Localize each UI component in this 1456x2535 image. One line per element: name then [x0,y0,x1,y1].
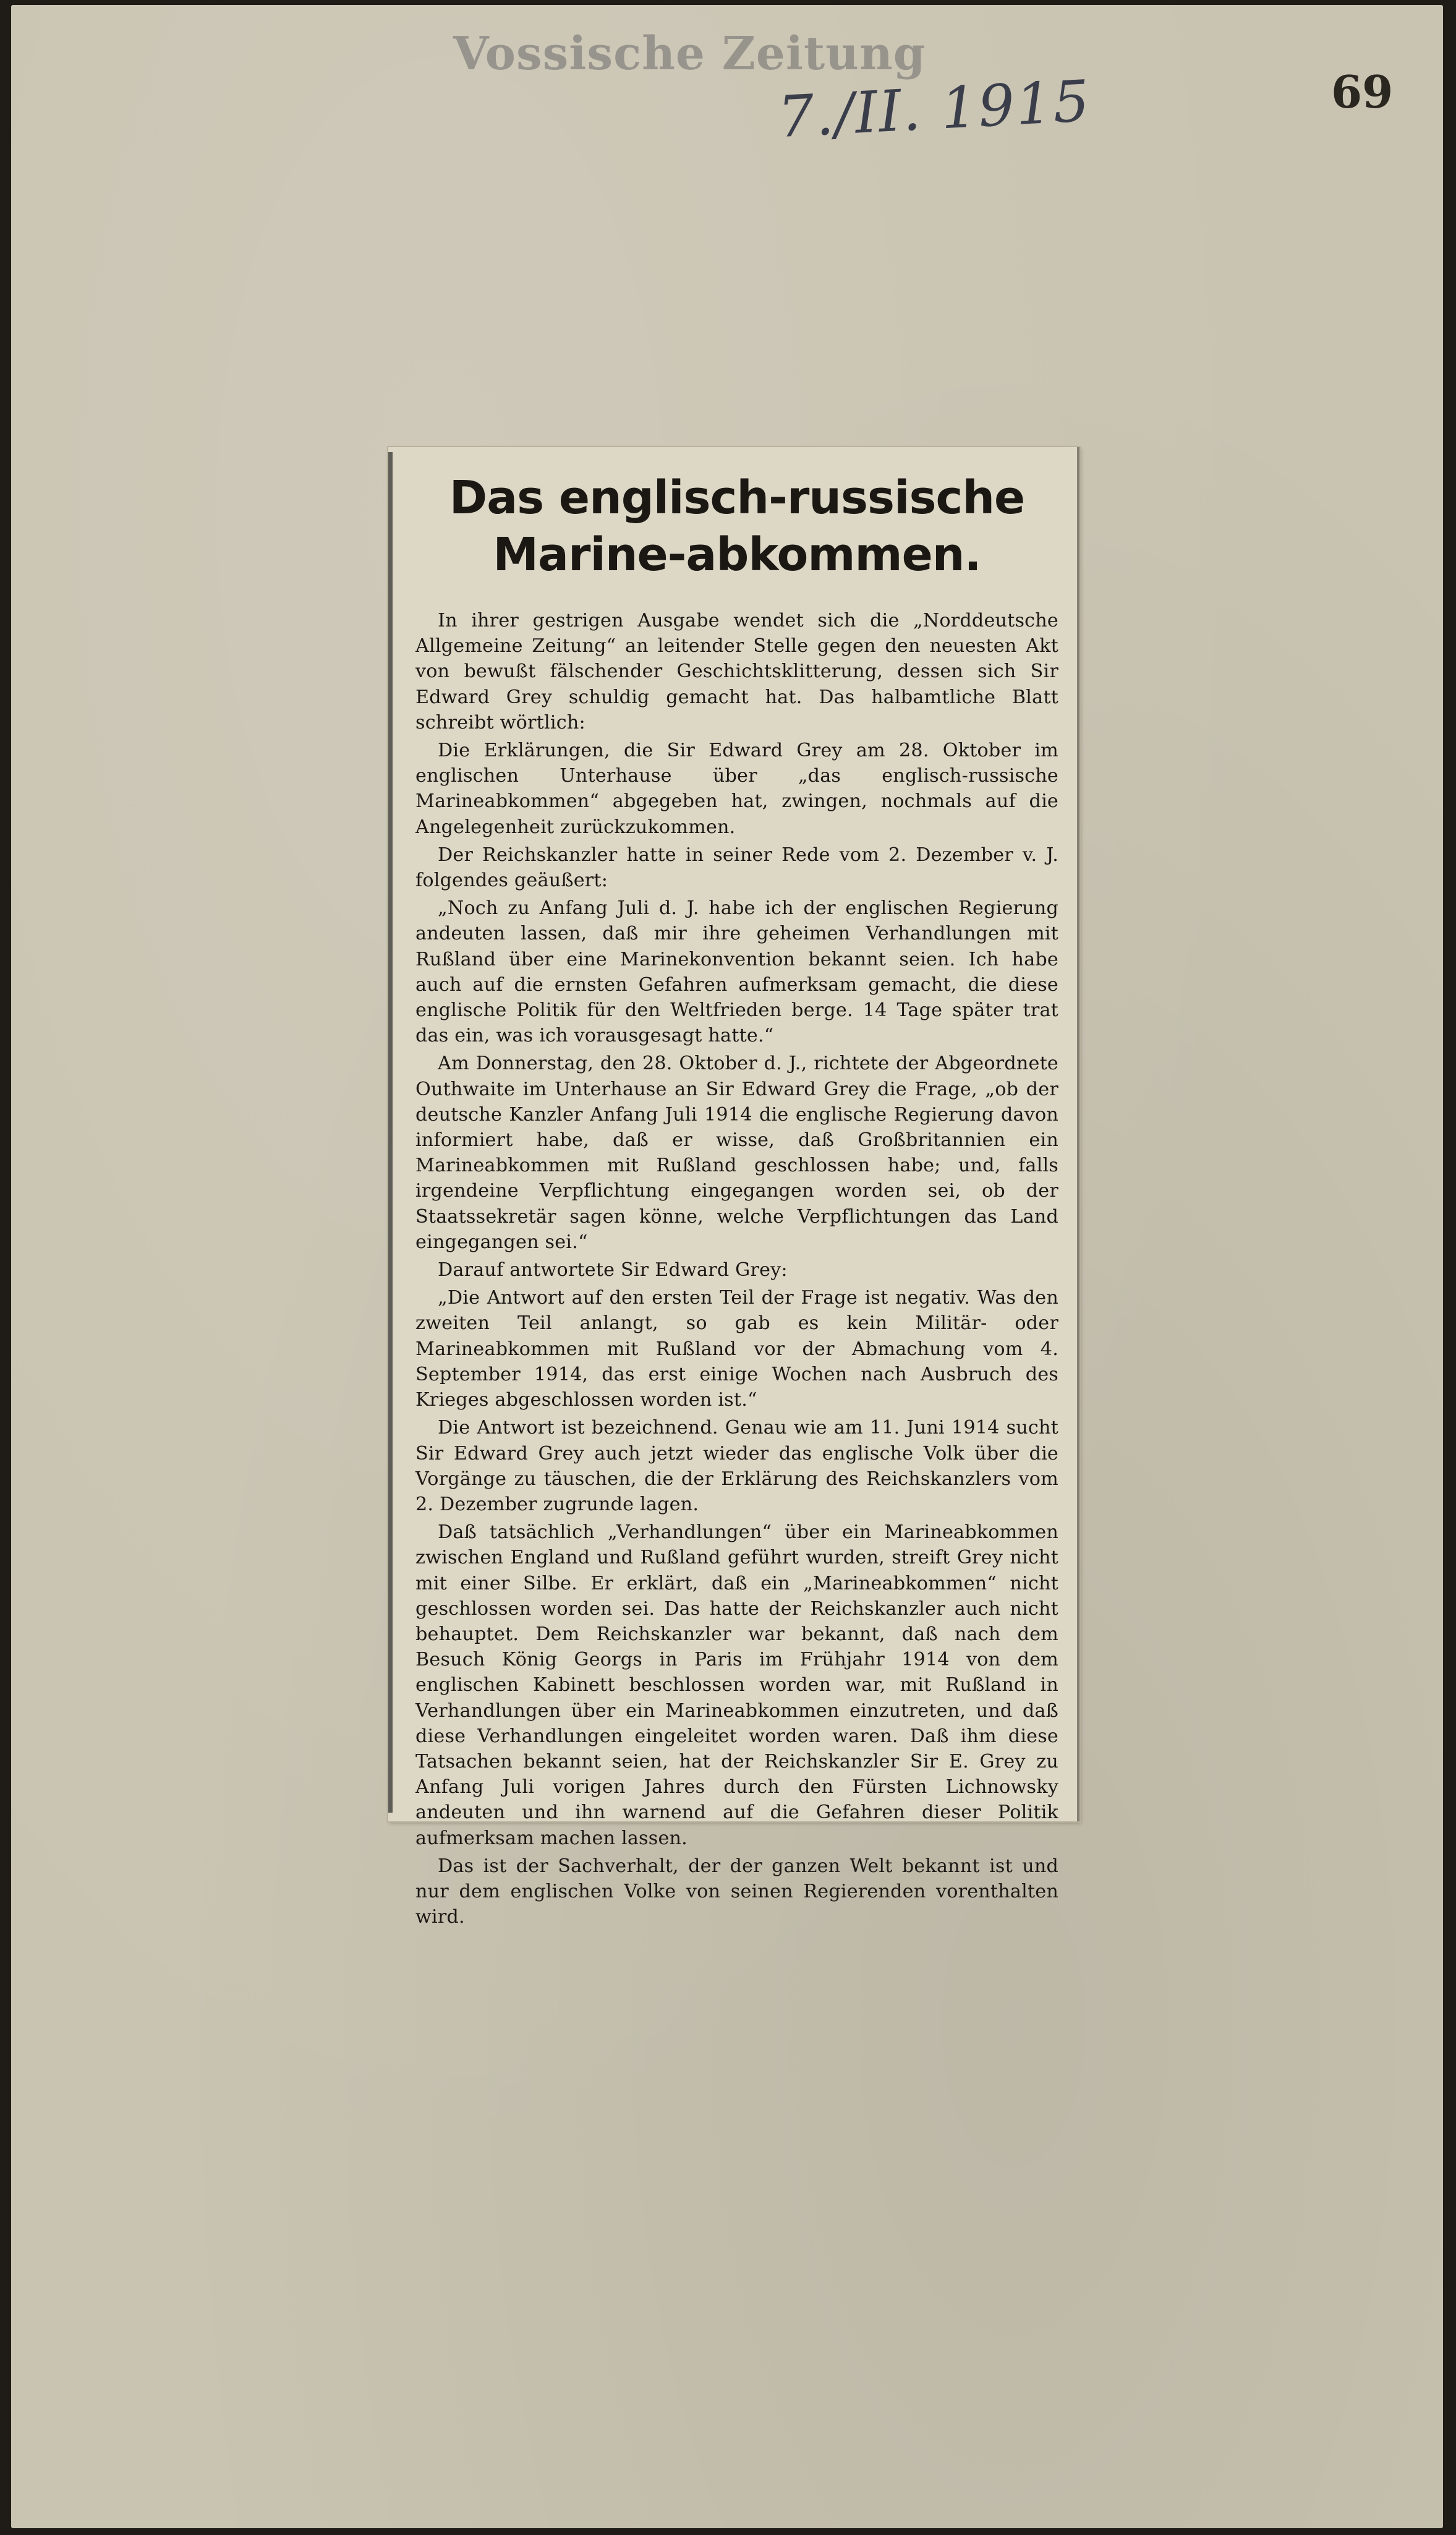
paragraph: Die Erklärungen, die Sir Edward Grey am 28. Oktober im englischen Unterhause über „das englisch-russische Marineabkommen“ abgegeben hat, zwingen, nochmals auf die Angelegenheit zurückzukommen. [415,740,1058,838]
paragraph: „Noch zu Anfang Juli d. J. habe ich der englischen Regierung andeuten lassen, daß mir ihre geheimen Verhandlungen mit Rußland über eine Marinekonvention bekannt seien. Ich habe auch auf die ernsten Gefahren aufmerksam gemacht, die diese englische Politik für den Weltfrieden berge. 14 Tage später trat das ein, was ich vorausgesagt hatte.“ [415,897,1058,1047]
newspaper-stamp: Vossische Zeitung [453,27,926,80]
clipping-body [415,608,1058,1930]
paragraph: „Die Antwort auf den ersten Teil der Frage ist negativ. Was den zweiten Teil anlangt, so gab es kein Militär- oder Marineabkommen mit Rußland vor der Abmachung vom 4. September 1914, das erst einige Wochen nach Ausbruch des Krieges abgeschlossen worden ist.“ [415,1287,1058,1411]
paragraph: In ihrer gestrigen Ausgabe wendet sich die „Norddeutsche Allgemeine Zeitung“ an leitender Stelle gegen den neuesten Akt von bewußt fälschender Geschichtsklitterung, dessen sich Sir Edward Grey schuldig gemacht hat. Das halbamtliche Blatt schreibt wörtlich: [415,610,1058,733]
handwritten-date: 7./II. 1915 [776,67,1092,151]
paragraph: Daß tatsächlich „Verhandlungen“ über ein Marineabkommen zwischen England und Rußland geführt wurden, streift Grey nicht mit einer Silbe. Er erklärt, daß ein „Marineabkommen“ nicht geschlossen worden sei. Das hatte der Reichskanzler auch nicht behauptet. Dem Reichskanzler war bekannt, daß nach dem Besuch König Georgs in Paris im Frühjahr 1914 von dem englischen Kabinett beschlossen worden war, mit Rußland in Verhandlungen über ein Marineabkommen einzutreten, und daß diese Verhandlungen eingeleitet worden waren. Daß ihm diese Tatsachen bekannt seien, hat der Reichskanzler Sir E. Grey zu Anfang Juli vorigen Jahres durch den Fürsten Lichnowsky andeuten und ihn warnend auf die Gefahren dieser Politik aufmerksam machen lassen. [415,1521,1058,1849]
paragraph: Die Antwort ist bezeichnend. Genau wie am 11. Juni 1914 sucht Sir Edward Grey auch jetzt wieder das englische Volk über die Vorgänge zu täuschen, die der Erklärung des Reichskanzlers vom 2. Dezember zugrunde lagen. [415,1417,1058,1515]
page-number: 69 [1331,66,1394,118]
clipping-left-edge [388,452,393,1813]
newspaper-clipping [388,447,1079,1928]
paragraph: Darauf antwortete Sir Edward Grey: [438,1259,788,1281]
paragraph: Am Donnerstag, den 28. Oktober d. J., richtete der Abgeordnete Outhwaite im Unterhause an Sir Edward Grey die Frage, „ob der deutsche Kanzler Anfang Juli 1914 die englische Regierung davon informiert habe, daß er wisse, daß Großbritannien ein Marineabkommen mit Rußland geschlossen habe; und, falls irgendeine Verpflichtung eingegangen worden sei, ob der Staatssekretär sagen könne, welche Verpflichtungen das Land eingegangen sei.“ [415,1053,1058,1253]
paragraph: Der Reichskanzler hatte in seiner Rede vom 2. Dezember v. J. folgendes geäußert: [415,844,1058,892]
clipping-headline: Das englisch-russische Marine-abkommen. [449,471,1025,581]
paragraph: Das ist der Sachverhalt, der der ganzen Welt bekannt ist und nur dem englischen Volke von seinen Regierenden vorenthalten wird. [415,1855,1058,1928]
clipping-right-edge [1077,447,1079,1821]
